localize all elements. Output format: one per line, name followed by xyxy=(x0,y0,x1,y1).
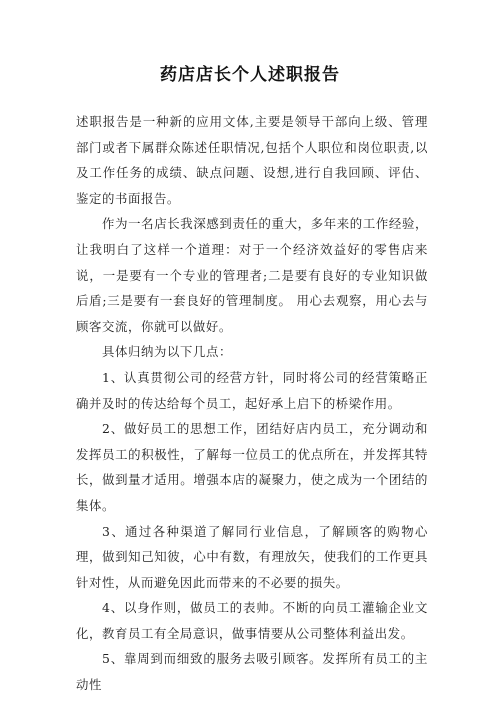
paragraph-point-5: 5、靠周到而细致的服务去吸引顾客。发挥所有员工的主动性 xyxy=(76,651,428,693)
paragraph-point-3: 3、通过各种渠道了解同行业信息，了解顾客的购物心理，做到知己知彼，心中有数，有理放矢，使我们的工作更具针对性，从而避免因此而带来的不必要的损失。 xyxy=(76,523,428,590)
paragraph-summary-heading: 具体归纳为以下几点： xyxy=(102,344,232,360)
paragraph-point-2: 2、做好员工的思想工作，团结好店内员工，充分调动和发挥员工的积极性，了解每一位员工的优点所在，并发挥其特长，做到量才适用。增强本店的凝聚力，使之成为一个团结的集体。 xyxy=(76,421,428,513)
paragraph-introduction: 作为一名店长我深感到责任的重大，多年来的工作经验，让我明白了这样一个道理：对于一个经济效益好的零售店来说，一是要有一个专业的管理者;二是要有良好的专业知识做后盾;三是要有一套良好的管理制度。 用心去观察，用心去与顾客交流，你就可以做好。 xyxy=(76,216,428,334)
paragraph-point-4: 4、以身作则，做员工的表帅。不断的向员工灌输企业文化，教育员工有全局意识，做事情要从公司整体利益出发。 xyxy=(76,600,428,641)
paragraph-definition: 述职报告是一种新的应用文体,主要是领导干部向上级、管理部门或者下属群众陈述任职情况,包括个人职位和岗位职责,以及工作任务的成绩、缺点问题、设想,进行自我回顾、评估、鉴定的书面报告。 xyxy=(76,114,428,206)
document-title: 药店店长个人述职报告 xyxy=(160,65,340,85)
document-body xyxy=(76,109,428,698)
paragraph-point-1: 1、认真贯彻公司的经营方针，同时将公司的经营策略正确并及时的传达给每个员工，起好承上启下的桥梁作用。 xyxy=(76,369,428,411)
